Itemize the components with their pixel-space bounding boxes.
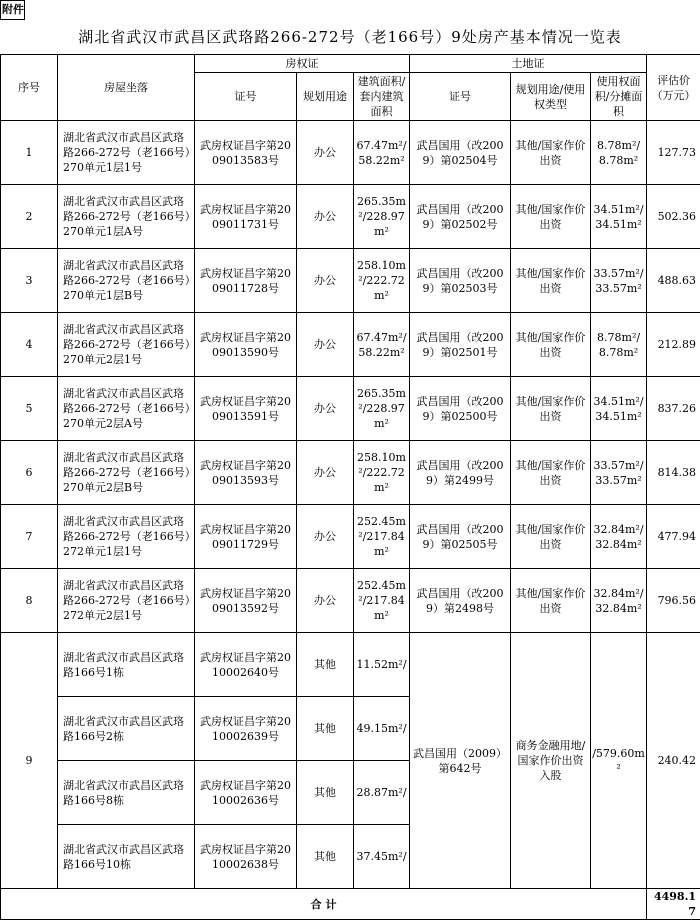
total-label: 合 计 [1,889,647,920]
header-planned-use: 规划用途 [297,73,354,121]
cell-seq: 2 [1,185,58,249]
cell-land-area: 32.84m²/32.84m² [591,505,647,569]
cell-land-area: 8.78m²/8.78m² [591,121,647,185]
table-row [1,185,700,249]
cell-land-type: 其他/国家作价出资 [511,569,591,633]
table-row [1,121,700,185]
cell-use: 办公 [297,313,354,377]
cell-use: 办公 [297,185,354,249]
cell-location: 湖北省武汉市武昌区武珞路266-272号（老166号）270单元1层B号 [58,249,195,313]
cell-land-area: 33.57m²/33.57m² [591,441,647,505]
property-table [0,54,700,920]
cell-use: 其他 [297,825,354,889]
cell-land-cert: 武昌国用（改2009）第2498号 [410,569,511,633]
table-row [1,505,700,569]
cell-house-cert: 武房权证昌字第2010002636号 [195,761,297,825]
cell-location: 湖北省武汉市武昌区武珞路266-272号（老166号）270单元2层1号 [58,313,195,377]
cell-location: 湖北省武汉市武昌区武珞路266-272号（老166号）272单元1层1号 [58,505,195,569]
cell-value: 488.63 [647,249,700,313]
cell-location: 湖北省武汉市武昌区武珞路266-272号（老166号）270单元2层A号 [58,377,195,441]
cell-house-cert: 武房权证昌字第2009011729号 [195,505,297,569]
cell-seq: 1 [1,121,58,185]
header-land-cert-no: 证号 [410,73,511,121]
cell-building-area: 67.47m²/58.22m² [354,313,410,377]
table-row [1,441,700,505]
header-land-area: 使用权面积/分摊面积 [591,73,647,121]
cell-land-area: /579.60m² [591,633,647,889]
header-building-area: 建筑面积/套内建筑面积 [354,73,410,121]
cell-house-cert: 武房权证昌字第2009011728号 [195,249,297,313]
cell-use: 办公 [297,441,354,505]
cell-use: 其他 [297,761,354,825]
cell-house-cert: 武房权证昌字第2009013592号 [195,569,297,633]
cell-land-area: 34.51m²/34.51m² [591,377,647,441]
cell-value: 502.36 [647,185,700,249]
cell-value: 796.56 [647,569,700,633]
cell-location: 湖北省武汉市武昌区武珞路266-272号（老166号）270单元2层B号 [58,441,195,505]
cell-use: 办公 [297,505,354,569]
cell-seq: 6 [1,441,58,505]
cell-building-area: 67.47m²/58.22m² [354,121,410,185]
annex-label: 附件 [0,0,25,20]
table-row [1,633,700,697]
cell-house-cert: 武房权证昌字第2010002638号 [195,825,297,889]
cell-seq: 4 [1,313,58,377]
cell-land-type: 其他/国家作价出资 [511,121,591,185]
cell-location: 湖北省武汉市武昌区武珞路266-272号（老166号）270单元1层A号 [58,185,195,249]
cell-land-type: 商务金融用地/国家作价出资入股 [511,633,591,889]
cell-use: 办公 [297,121,354,185]
cell-land-cert: 武昌国用（改2009）第02505号 [410,505,511,569]
cell-land-cert: 武昌国用（改2009）第02501号 [410,313,511,377]
cell-location: 湖北省武汉市武昌区武珞路166号10栋 [58,825,195,889]
cell-building-area: 265.35m²/228.97m² [354,185,410,249]
cell-value: 212.89 [647,313,700,377]
cell-seq: 3 [1,249,58,313]
cell-use: 其他 [297,697,354,761]
cell-value: 240.42 [647,633,700,889]
cell-house-cert: 武房权证昌字第2009013593号 [195,441,297,505]
cell-land-type: 其他/国家作价出资 [511,249,591,313]
page-title: 湖北省武汉市武昌区武珞路266-272号（老166号）9处房产基本情况一览表 [0,20,700,54]
cell-house-cert: 武房权证昌字第2009011731号 [195,185,297,249]
cell-use: 办公 [297,249,354,313]
total-value: 4498.17 [647,889,700,920]
cell-land-cert: 武昌国用（改2009）第2499号 [410,441,511,505]
header-house-cert-no: 证号 [195,73,297,121]
cell-seq: 9 [1,633,58,889]
cell-land-cert: 武昌国用（改2009）第02504号 [410,121,511,185]
cell-location: 湖北省武汉市武昌区武珞路166号2栋 [58,697,195,761]
cell-location: 湖北省武汉市武昌区武珞路166号1栋 [58,633,195,697]
cell-house-cert: 武房权证昌字第2010002639号 [195,697,297,761]
cell-house-cert: 武房权证昌字第2009013590号 [195,313,297,377]
table-row [1,249,700,313]
cell-building-area: 258.10m²/222.72m² [354,441,410,505]
cell-building-area: 49.15m²/ [354,697,410,761]
cell-house-cert: 武房权证昌字第2010002640号 [195,633,297,697]
cell-building-area: 265.35m²/228.97m² [354,377,410,441]
cell-building-area: 11.52m²/ [354,633,410,697]
table-row [1,313,700,377]
cell-house-cert: 武房权证昌字第2009013591号 [195,377,297,441]
cell-land-area: 8.78m²/8.78m² [591,313,647,377]
cell-building-area: 252.45m²/217.84m² [354,569,410,633]
cell-use: 其他 [297,633,354,697]
cell-house-cert: 武房权证昌字第2009013583号 [195,121,297,185]
header-land-use-type: 规划用途/使用权类型 [511,73,591,121]
cell-location: 湖北省武汉市武昌区武珞路266-272号（老166号）270单元1层1号 [58,121,195,185]
cell-value: 477.94 [647,505,700,569]
cell-building-area: 252.45m²/217.84m² [354,505,410,569]
cell-seq: 8 [1,569,58,633]
cell-location: 湖北省武汉市武昌区武珞路266-272号（老166号）272单元2层1号 [58,569,195,633]
cell-land-type: 其他/国家作价出资 [511,185,591,249]
cell-land-area: 32.84m²/32.84m² [591,569,647,633]
cell-value: 814.38 [647,441,700,505]
cell-land-area: 33.57m²/33.57m² [591,249,647,313]
cell-building-area: 28.87m²/ [354,761,410,825]
total-row [1,889,700,920]
cell-land-cert: 武昌国用（改2009）第02503号 [410,249,511,313]
header-house-cert-group: 房权证 [195,55,410,73]
header-location: 房屋坐落 [58,55,195,121]
cell-land-type: 其他/国家作价出资 [511,377,591,441]
cell-building-area: 37.45m²/ [354,825,410,889]
header-seq: 序号 [1,55,58,121]
cell-land-cert: 武昌国用（2009）第642号 [410,633,511,889]
header-land-cert-group: 土地证 [410,55,647,73]
table-row [1,377,700,441]
cell-land-type: 其他/国家作价出资 [511,313,591,377]
cell-seq: 7 [1,505,58,569]
cell-use: 办公 [297,569,354,633]
cell-land-type: 其他/国家作价出资 [511,441,591,505]
cell-value: 127.73 [647,121,700,185]
cell-value: 837.26 [647,377,700,441]
cell-land-cert: 武昌国用（改2009）第02500号 [410,377,511,441]
cell-seq: 5 [1,377,58,441]
cell-use: 办公 [297,377,354,441]
cell-land-type: 其他/国家作价出资 [511,505,591,569]
cell-land-cert: 武昌国用（改2009）第02502号 [410,185,511,249]
cell-land-area: 34.51m²/34.51m² [591,185,647,249]
cell-building-area: 258.10m²/222.72m² [354,249,410,313]
cell-location: 湖北省武汉市武昌区武珞路166号8栋 [58,761,195,825]
header-value: 评估价（万元） [647,55,700,121]
table-row [1,569,700,633]
